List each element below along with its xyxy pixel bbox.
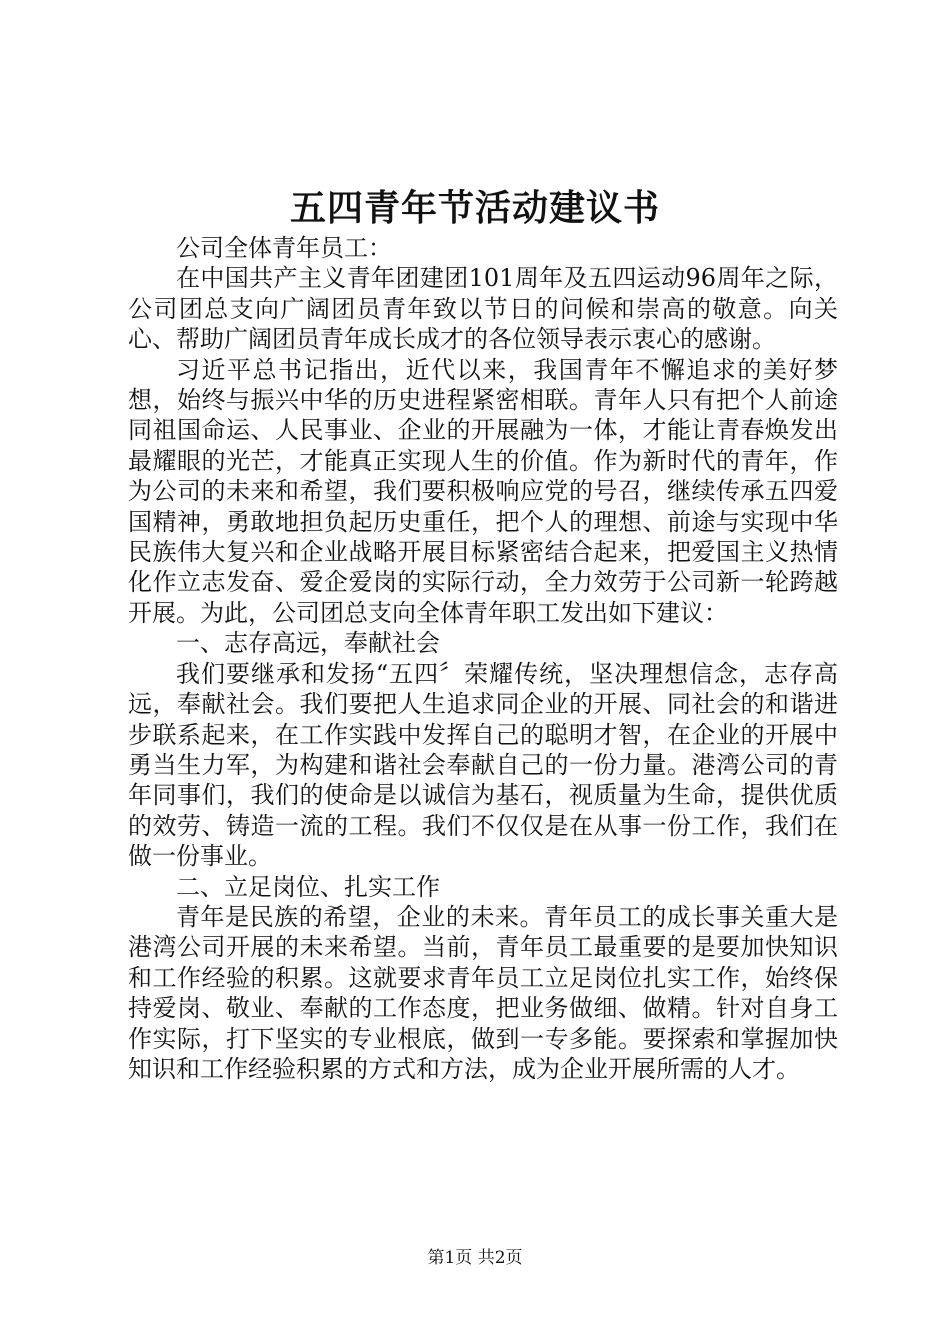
paragraph-greeting: 在中国共产主义青年团建团101周年及五四运动96周年之际，公司团总支向广阔团员青年致以节日的问候和崇高的敬意。向关心、帮助广阔团员青年成长成才的各位领导表示衷心的感谢。 xyxy=(128,264,838,354)
paragraph-section-2: 青年是民族的希望，企业的未来。青年员工的成长事关重大是港湾公司开展的未来希望。当前，青年员工最重要的是要加快知识和工作经验的积累。这就要求青年员工立足岗位扎实工作，始终保持爱岗、敬业、奉献的工作态度，把业务做细、做精。针对自身工作实际，打下坚实的专业根底，做到一专多能。要探索和掌握加快知识和工作经验积累的方式和方法，成为企业开展所需的人才。 xyxy=(128,902,838,1083)
document-body xyxy=(128,233,838,1084)
salutation: 公司全体青年员工： xyxy=(176,234,392,262)
section-heading-1: 一、志存高远，奉献社会 xyxy=(176,629,440,658)
paragraph-section-1: 我们要继承和发扬“五四〞荣耀传统，坚决理想信念，志存高远，奉献社会。我们要把人生追求同企业的开展、同社会的和谐进步联系起来，在工作实践中发挥自己的聪明才智，在企业的开展中勇当生力军，为构建和谐社会奉献自己的一份力量。港湾公司的青年同事们，我们的使命是以诚信为基石，视质量为生命，提供优质的效劳、铸造一流的工程。我们不仅仅是在从事一份工作，我们在做一份事业。 xyxy=(128,659,838,871)
section-heading-2: 二、立足岗位、扎实工作 xyxy=(176,872,440,901)
document-title: 五四青年节活动建议书 xyxy=(289,187,660,229)
page-footer: 第1页 共2页 xyxy=(427,1248,523,1268)
paragraph-call: 习近平总书记指出，近代以来，我国青年不懈追求的美好梦想，始终与振兴中华的历史进程紧密相联。青年人只有把个人前途同祖国命运、人民事业、企业的开展融为一体，才能让青春焕发出最耀眼的光芒，才能真正实现人生的价值。作为新时代的青年，作为公司的未来和希望，我们要积极响应党的号召，继续传承五四爱国精神，勇敢地担负起历史重任，把个人的理想、前途与实现中华民族伟大复兴和企业战略开展目标紧密结合起来，把爱国主义热情化作立志发奋、爱企爱岗的实际行动，全力效劳于公司新一轮跨越开展。为此，公司团总支向全体青年职工发出如下建议： xyxy=(128,355,838,627)
